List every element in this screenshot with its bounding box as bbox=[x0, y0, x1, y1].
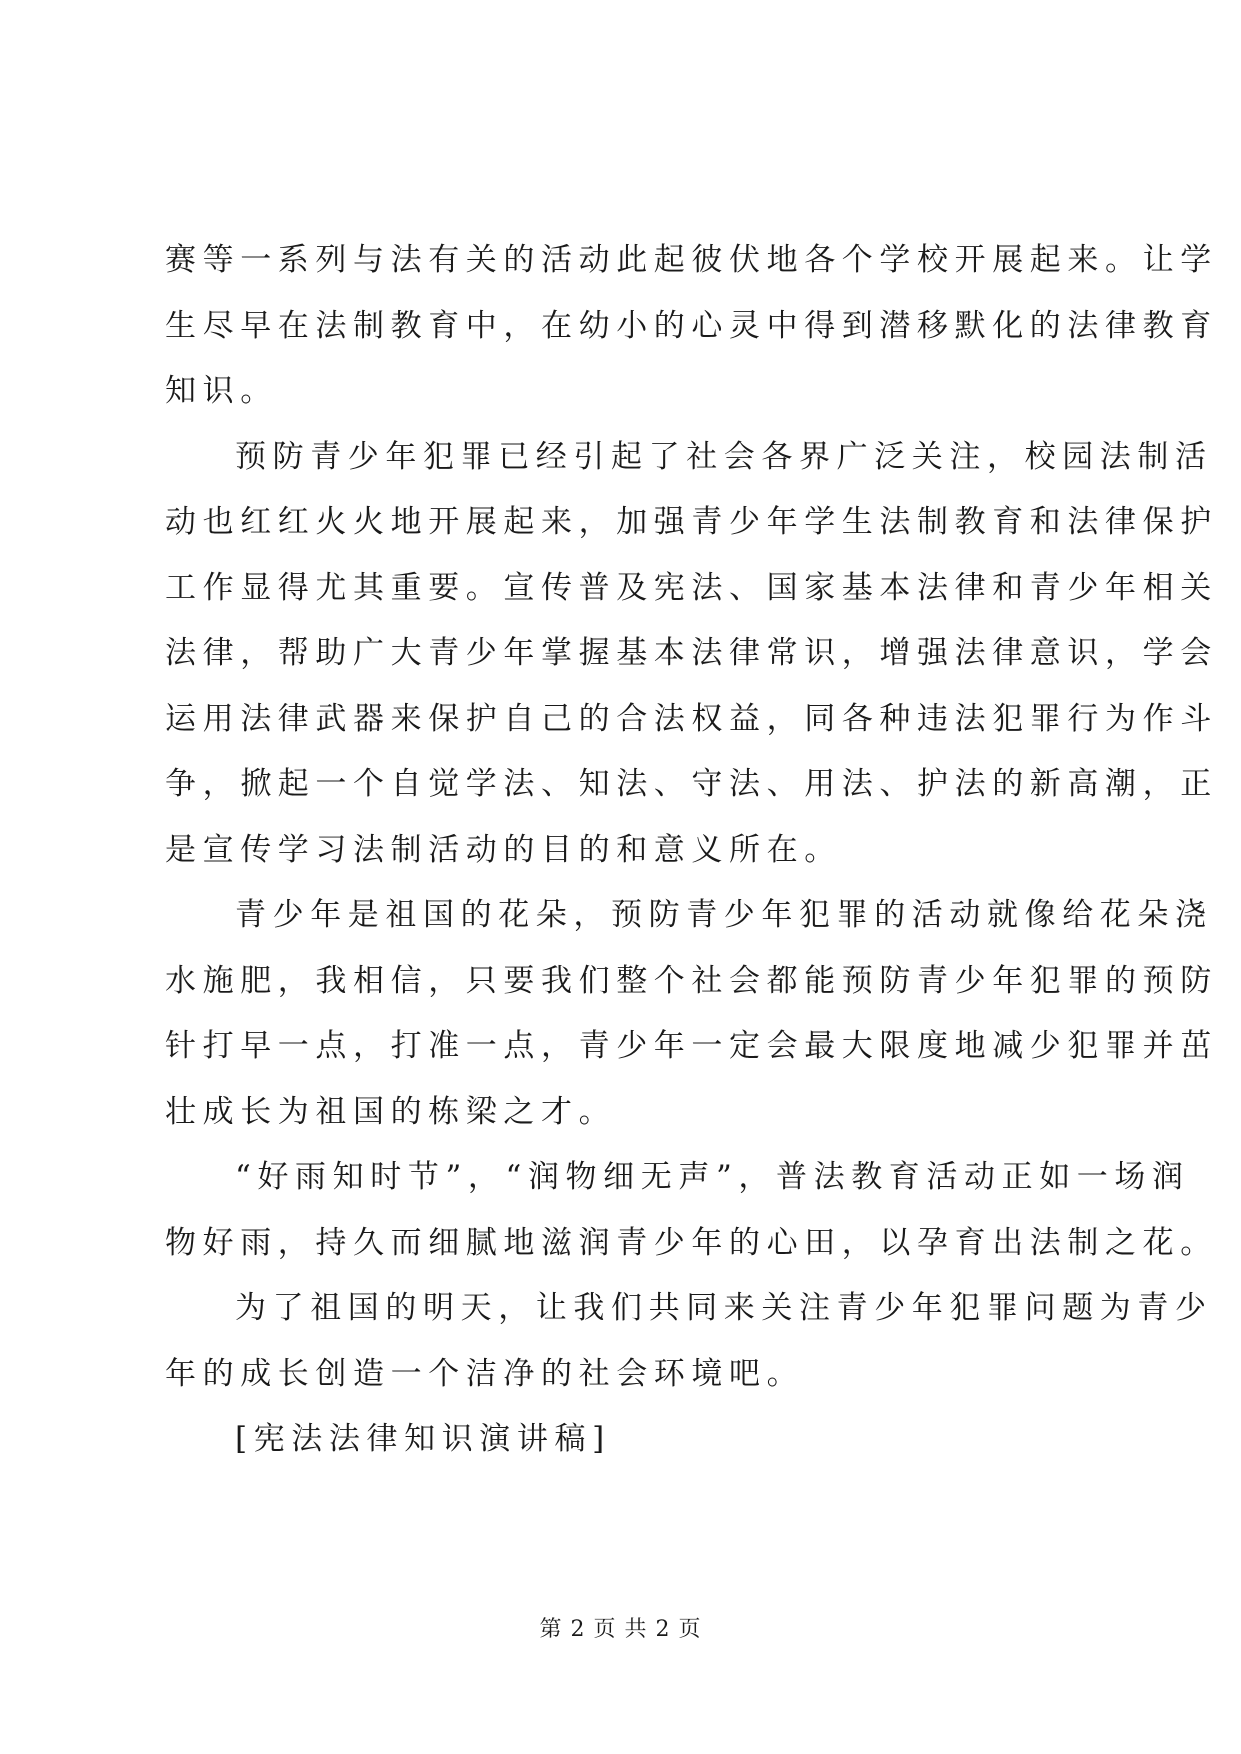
text-line: 工作显得尤其重要。宣传普及宪法、国家基本法律和青少年相关 bbox=[165, 569, 1218, 606]
text-line: 动也红红火火地开展起来，加强青少年学生法制教育和法律保护 bbox=[165, 504, 1218, 540]
text-line: “好雨知时节”，“润物细无声”，普法教育活动正如一场润 bbox=[235, 1159, 1190, 1195]
text-line: 是宣传学习法制活动的目的和意义所在。 bbox=[165, 831, 842, 868]
text-line: 物好雨，持久而细腻地滋润青少年的心田，以孕育出法制之花。 bbox=[165, 1224, 1218, 1261]
text-line: 水施肥，我相信，只要我们整个社会都能预防青少年犯罪的预防 bbox=[165, 962, 1218, 999]
text-line: 针打早一点，打准一点，青少年一定会最大限度地减少犯罪并茁 bbox=[165, 1028, 1218, 1064]
text-line: 争，掀起一个自觉学法、知法、守法、用法、护法的新高潮，正 bbox=[165, 766, 1218, 802]
text-line: 知识。 bbox=[165, 373, 278, 409]
text-line: 青少年是祖国的花朵，预防青少年犯罪的活动就像给花朵浇 bbox=[235, 897, 1213, 933]
text-line: 赛等一系列与法有关的活动此起彼伏地各个学校开展起来。让学 bbox=[165, 242, 1218, 278]
text-line: [宪法法律知识演讲稿] bbox=[235, 1421, 611, 1457]
text-line: 年的成长创造一个洁净的社会环境吧。 bbox=[165, 1355, 805, 1392]
text-line: 壮成长为祖国的栋梁之才。 bbox=[165, 1093, 617, 1130]
text-line: 预防青少年犯罪已经引起了社会各界广泛关注，校园法制活 bbox=[235, 438, 1213, 475]
text-line: 为了祖国的明天，让我们共同来关注青少年犯罪问题为青少 bbox=[235, 1290, 1213, 1326]
text-line: 法律，帮助广大青少年掌握基本法律常识，增强法律意识，学会 bbox=[165, 635, 1218, 671]
text-line: 生尽早在法制教育中，在幼小的心灵中得到潜移默化的法律教育 bbox=[165, 307, 1218, 344]
document-body bbox=[165, 228, 1218, 1473]
page-footer: 第 2 页 共 2 页 bbox=[539, 1617, 702, 1642]
text-line: 运用法律武器来保护自己的合法权益，同各种违法犯罪行为作斗 bbox=[165, 700, 1218, 737]
